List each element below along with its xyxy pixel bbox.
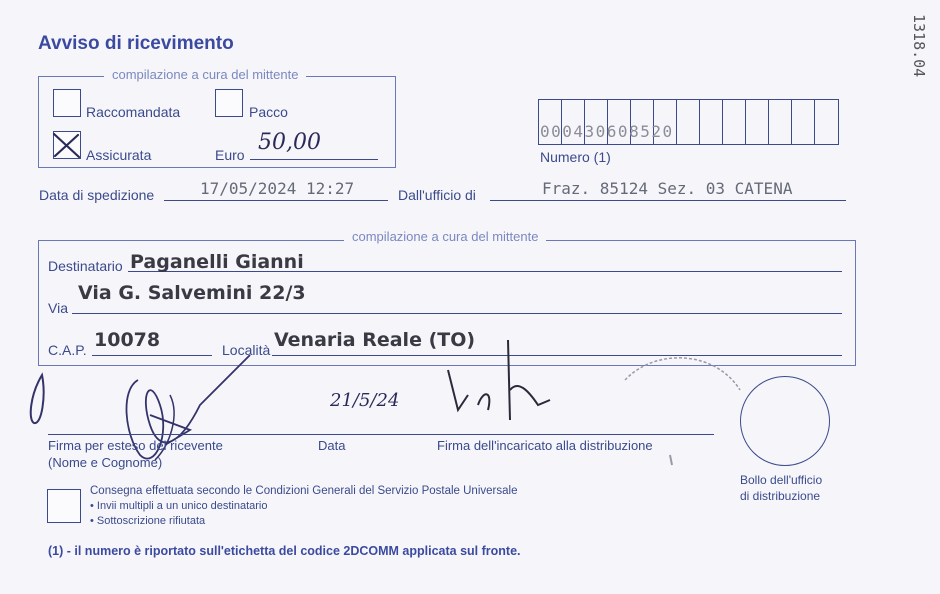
euro-value[interactable]: 50,00 [258, 130, 321, 155]
city-value[interactable]: Venaria Reale (TO) [274, 329, 476, 351]
raccomandata-checkbox[interactable] [53, 89, 81, 117]
shipment-date-line [164, 200, 388, 201]
pacco-label: Pacco [249, 104, 288, 120]
delivery-terms-checkbox[interactable] [47, 489, 81, 523]
shipment-date-value[interactable]: 17/05/2024 12:27 [200, 179, 355, 198]
footnote: (1) - il numero è riportato sull'etichetta del codice 2DCOMM applicata sul fronte. [48, 544, 521, 558]
receiver-name-label: (Nome e Cognome) [48, 455, 163, 470]
stamp-label-1: Bollo dell'ufficio [740, 473, 823, 487]
delivery-terms-item-2: • Sottoscrizione rifiutata [90, 515, 206, 527]
number-label: Numero (1) [540, 149, 611, 165]
pacco-checkbox[interactable] [215, 89, 243, 117]
recipient-legend: compilazione a cura del mittente [344, 229, 546, 244]
euro-line [250, 159, 378, 160]
assicurata-label: Assicurata [86, 147, 152, 163]
receiver-signature-label: Firma per esteso del ricevente [48, 438, 223, 453]
check-mark-icon [52, 131, 82, 159]
shipment-date-label: Data di spedizione [39, 187, 155, 203]
receiver-signature [20, 335, 300, 475]
cap-label: C.A.P. [48, 342, 87, 358]
street-value[interactable]: Via G. Salvemini 22/3 [78, 282, 306, 304]
stamp-circle [740, 376, 830, 466]
form-title: Avviso di ricevimento [38, 33, 234, 54]
euro-label: Euro [215, 147, 245, 163]
courier-signature [438, 310, 558, 430]
number-value: 000430608520 [540, 122, 674, 141]
city-label: Località [222, 342, 271, 358]
recipient-name-label: Destinatario [48, 258, 123, 274]
postmark-icon [610, 350, 750, 470]
recipient-name-value[interactable]: Paganelli Gianni [130, 251, 304, 273]
delivery-date-value[interactable]: 21/5/24 [330, 390, 400, 411]
side-annotation: 1318.04 [910, 14, 928, 78]
raccomandata-label: Raccomandata [86, 104, 181, 120]
delivery-terms-main: Consegna effettuata secondo le Condizioni Generali del Servizio Postale Universale [90, 485, 518, 497]
date-label: Data [318, 438, 346, 453]
office-line [490, 200, 846, 201]
delivery-terms-item-1: • Invii multipli a un unico destinatario [90, 500, 268, 512]
street-label: Via [48, 300, 68, 316]
sender-legend: compilazione a cura del mittente [104, 67, 306, 82]
cap-value[interactable]: 10078 [94, 329, 161, 351]
stamp-label-2: di distribuzione [740, 489, 821, 503]
office-label: Dall'ufficio di [398, 187, 476, 203]
assicurata-checkbox[interactable] [53, 131, 81, 159]
office-value[interactable]: Fraz. 85124 Sez. 03 CATENA [542, 179, 793, 198]
courier-signature-label: Firma dell'incaricato alla distribuzione [437, 438, 653, 453]
